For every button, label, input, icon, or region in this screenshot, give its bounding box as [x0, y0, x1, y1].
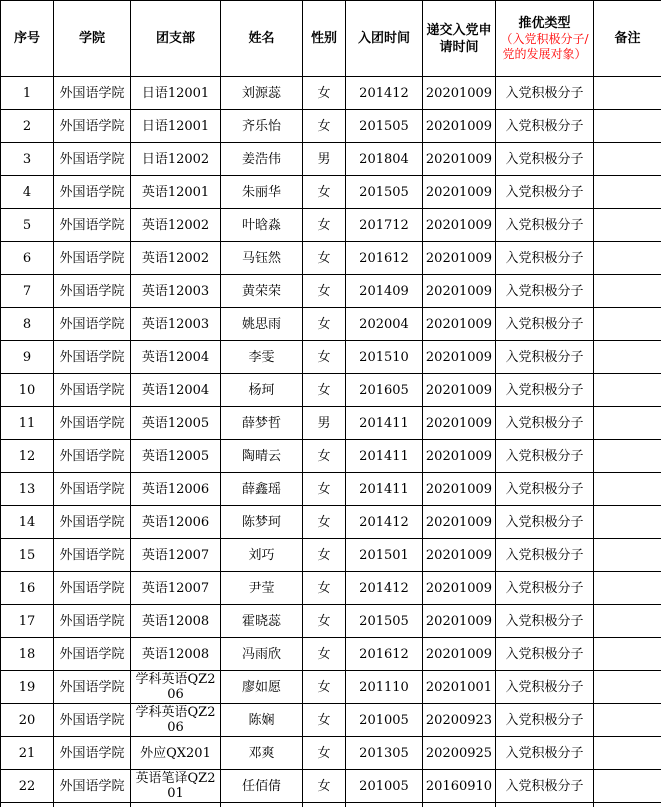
partial-row	[1, 803, 661, 807]
cell-remark	[594, 341, 661, 374]
cell-gender: 女	[303, 770, 346, 803]
cell-branch: 外应QX201	[131, 737, 221, 770]
cell-type: 入党积极分子	[496, 209, 594, 242]
cell-type: 入党积极分子	[496, 407, 594, 440]
cell-no: 17	[1, 605, 54, 638]
cell-gender: 女	[303, 275, 346, 308]
cell-empty	[1, 803, 54, 807]
table-row	[1, 176, 661, 209]
cell-name: 陈娴	[221, 704, 303, 737]
column-label: 递交入党申请时间	[426, 22, 492, 55]
column-header-gender	[303, 1, 346, 77]
cell-name: 马钰然	[221, 242, 303, 275]
cell-gender: 女	[303, 605, 346, 638]
cell-join_time: 201412	[346, 506, 423, 539]
cell-apply_time: 20201009	[423, 539, 496, 572]
cell-join_time: 201505	[346, 176, 423, 209]
cell-college: 外国语学院	[54, 341, 131, 374]
cell-join_time: 201505	[346, 110, 423, 143]
cell-remark	[594, 572, 661, 605]
cell-no: 9	[1, 341, 54, 374]
cell-apply_time: 20201009	[423, 407, 496, 440]
cell-type: 入党积极分子	[496, 275, 594, 308]
cell-apply_time: 20201009	[423, 176, 496, 209]
cell-type: 入党积极分子	[496, 341, 594, 374]
column-header-branch	[131, 1, 221, 77]
cell-empty	[131, 803, 221, 807]
cell-remark	[594, 77, 661, 110]
cell-no: 4	[1, 176, 54, 209]
cell-college: 外国语学院	[54, 572, 131, 605]
column-header-no	[1, 1, 54, 77]
cell-type: 入党积极分子	[496, 308, 594, 341]
cell-gender: 女	[303, 671, 346, 704]
cell-apply_time: 20201009	[423, 638, 496, 671]
cell-college: 外国语学院	[54, 209, 131, 242]
cell-remark	[594, 209, 661, 242]
table-row	[1, 374, 661, 407]
cell-type: 入党积极分子	[496, 506, 594, 539]
cell-remark	[594, 275, 661, 308]
table-row	[1, 506, 661, 539]
cell-apply_time: 20201009	[423, 242, 496, 275]
cell-join_time: 201712	[346, 209, 423, 242]
cell-no: 10	[1, 374, 54, 407]
cell-no: 22	[1, 770, 54, 803]
cell-remark	[594, 473, 661, 506]
cell-no: 19	[1, 671, 54, 704]
cell-no: 20	[1, 704, 54, 737]
cell-remark	[594, 605, 661, 638]
cell-join_time: 201005	[346, 770, 423, 803]
cell-branch: 英语12005	[131, 407, 221, 440]
cell-remark	[594, 374, 661, 407]
cell-branch: 英语12006	[131, 473, 221, 506]
cell-apply_time: 20201009	[423, 473, 496, 506]
cell-remark	[594, 506, 661, 539]
cell-type: 入党积极分子	[496, 77, 594, 110]
cell-type: 入党积极分子	[496, 572, 594, 605]
cell-empty	[346, 803, 423, 807]
cell-gender: 男	[303, 143, 346, 176]
cell-branch: 日语12001	[131, 77, 221, 110]
cell-remark	[594, 110, 661, 143]
cell-name: 邓爽	[221, 737, 303, 770]
cell-join_time: 201411	[346, 407, 423, 440]
cell-apply_time: 20200923	[423, 704, 496, 737]
cell-join_time: 201501	[346, 539, 423, 572]
column-label: 入团时间	[357, 31, 410, 46]
cell-branch: 学科英语QZ206	[131, 704, 221, 737]
cell-no: 18	[1, 638, 54, 671]
cell-remark	[594, 671, 661, 704]
cell-apply_time: 20201009	[423, 506, 496, 539]
cell-type: 入党积极分子	[496, 473, 594, 506]
cell-join_time: 201505	[346, 605, 423, 638]
cell-gender: 女	[303, 209, 346, 242]
table-row	[1, 209, 661, 242]
cell-remark	[594, 704, 661, 737]
table-row	[1, 638, 661, 671]
cell-no: 5	[1, 209, 54, 242]
cell-apply_time: 20201009	[423, 110, 496, 143]
cell-no: 6	[1, 242, 54, 275]
cell-no: 7	[1, 275, 54, 308]
column-label: 备注	[614, 31, 641, 46]
cell-college: 外国语学院	[54, 704, 131, 737]
cell-no: 12	[1, 440, 54, 473]
cell-type: 入党积极分子	[496, 539, 594, 572]
cell-join_time: 201612	[346, 242, 423, 275]
cell-no: 16	[1, 572, 54, 605]
cell-remark	[594, 242, 661, 275]
cell-remark	[594, 176, 661, 209]
cell-name: 姜浩伟	[221, 143, 303, 176]
cell-college: 外国语学院	[54, 671, 131, 704]
cell-remark	[594, 440, 661, 473]
column-label: 团支部	[155, 31, 195, 46]
cell-name: 黄荣荣	[221, 275, 303, 308]
column-header-remark	[594, 1, 661, 77]
cell-branch: 英语12007	[131, 572, 221, 605]
cell-empty	[423, 803, 496, 807]
cell-college: 外国语学院	[54, 506, 131, 539]
table-row	[1, 110, 661, 143]
cell-no: 11	[1, 407, 54, 440]
cell-gender: 女	[303, 572, 346, 605]
cell-branch: 英语12007	[131, 539, 221, 572]
cell-branch: 英语笔译QZ201	[131, 770, 221, 803]
cell-remark	[594, 737, 661, 770]
cell-join_time: 201804	[346, 143, 423, 176]
cell-empty	[303, 803, 346, 807]
cell-college: 外国语学院	[54, 110, 131, 143]
cell-gender: 女	[303, 473, 346, 506]
table-row	[1, 572, 661, 605]
table-row	[1, 341, 661, 374]
cell-type: 入党积极分子	[496, 374, 594, 407]
cell-gender: 女	[303, 308, 346, 341]
cell-college: 外国语学院	[54, 638, 131, 671]
cell-apply_time: 20201009	[423, 209, 496, 242]
cell-no: 1	[1, 77, 54, 110]
column-header-apply_time	[423, 1, 496, 77]
cell-empty	[496, 803, 594, 807]
table-row	[1, 440, 661, 473]
cell-gender: 女	[303, 374, 346, 407]
cell-gender: 女	[303, 737, 346, 770]
cell-branch: 英语12003	[131, 275, 221, 308]
cell-type: 入党积极分子	[496, 737, 594, 770]
cell-join_time: 202004	[346, 308, 423, 341]
column-label: 姓名	[248, 31, 275, 46]
table-row	[1, 77, 661, 110]
cell-branch: 英语12008	[131, 638, 221, 671]
cell-apply_time: 20200925	[423, 737, 496, 770]
cell-remark	[594, 308, 661, 341]
cell-join_time: 201612	[346, 638, 423, 671]
cell-name: 朱丽华	[221, 176, 303, 209]
cell-remark	[594, 638, 661, 671]
cell-college: 外国语学院	[54, 737, 131, 770]
cell-gender: 女	[303, 506, 346, 539]
cell-gender: 女	[303, 242, 346, 275]
table-row	[1, 605, 661, 638]
table-row	[1, 770, 661, 803]
cell-gender: 女	[303, 341, 346, 374]
cell-gender: 女	[303, 539, 346, 572]
header-row	[1, 1, 661, 77]
cell-apply_time: 20201009	[423, 341, 496, 374]
cell-apply_time: 20201009	[423, 572, 496, 605]
cell-name: 陈梦珂	[221, 506, 303, 539]
cell-type: 入党积极分子	[496, 176, 594, 209]
cell-name: 陶晴云	[221, 440, 303, 473]
cell-type: 入党积极分子	[496, 638, 594, 671]
table-row	[1, 275, 661, 308]
cell-no: 15	[1, 539, 54, 572]
cell-name: 薛梦哲	[221, 407, 303, 440]
cell-name: 霍晓蕊	[221, 605, 303, 638]
cell-apply_time: 20201009	[423, 440, 496, 473]
cell-remark	[594, 143, 661, 176]
cell-join_time: 201409	[346, 275, 423, 308]
cell-name: 任佰倩	[221, 770, 303, 803]
column-label: 推优类型	[518, 16, 571, 31]
cell-college: 外国语学院	[54, 770, 131, 803]
cell-college: 外国语学院	[54, 242, 131, 275]
cell-apply_time: 20201009	[423, 143, 496, 176]
cell-join_time: 201510	[346, 341, 423, 374]
column-label: 序号	[13, 31, 40, 46]
cell-type: 入党积极分子	[496, 143, 594, 176]
cell-college: 外国语学院	[54, 275, 131, 308]
cell-college: 外国语学院	[54, 440, 131, 473]
cell-remark	[594, 539, 661, 572]
cell-type: 入党积极分子	[496, 242, 594, 275]
cell-gender: 男	[303, 407, 346, 440]
table-row	[1, 407, 661, 440]
cell-college: 外国语学院	[54, 176, 131, 209]
cell-name: 刘巧	[221, 539, 303, 572]
cell-branch: 英语12001	[131, 176, 221, 209]
cell-apply_time: 20201001	[423, 671, 496, 704]
cell-remark	[594, 770, 661, 803]
cell-no: 2	[1, 110, 54, 143]
cell-college: 外国语学院	[54, 308, 131, 341]
column-header-college	[54, 1, 131, 77]
cell-college: 外国语学院	[54, 77, 131, 110]
table-row	[1, 473, 661, 506]
cell-college: 外国语学院	[54, 605, 131, 638]
cell-apply_time: 20201009	[423, 77, 496, 110]
column-header-name	[221, 1, 303, 77]
cell-apply_time: 20201009	[423, 308, 496, 341]
cell-no: 21	[1, 737, 54, 770]
cell-gender: 女	[303, 176, 346, 209]
cell-join_time: 201411	[346, 440, 423, 473]
cell-branch: 英语12004	[131, 374, 221, 407]
cell-college: 外国语学院	[54, 143, 131, 176]
cell-apply_time: 20160910	[423, 770, 496, 803]
cell-college: 外国语学院	[54, 473, 131, 506]
table-row	[1, 143, 661, 176]
cell-branch: 日语12001	[131, 110, 221, 143]
column-label: 学院	[78, 31, 105, 46]
cell-type: 入党积极分子	[496, 671, 594, 704]
cell-empty	[54, 803, 131, 807]
cell-name: 尹莹	[221, 572, 303, 605]
cell-no: 13	[1, 473, 54, 506]
cell-gender: 女	[303, 77, 346, 110]
cell-no: 14	[1, 506, 54, 539]
cell-gender: 女	[303, 110, 346, 143]
cell-apply_time: 20201009	[423, 275, 496, 308]
cell-join_time: 201412	[346, 572, 423, 605]
cell-no: 3	[1, 143, 54, 176]
table-row	[1, 242, 661, 275]
cell-name: 姚思雨	[221, 308, 303, 341]
cell-name: 叶晗淼	[221, 209, 303, 242]
cell-empty	[594, 803, 661, 807]
table-row	[1, 671, 661, 704]
cell-empty	[221, 803, 303, 807]
cell-branch: 英语12008	[131, 605, 221, 638]
cell-type: 入党积极分子	[496, 440, 594, 473]
cell-name: 李雯	[221, 341, 303, 374]
cell-name: 齐乐怡	[221, 110, 303, 143]
cell-branch: 英语12005	[131, 440, 221, 473]
cell-type: 入党积极分子	[496, 110, 594, 143]
cell-gender: 女	[303, 704, 346, 737]
column-header-type	[496, 1, 594, 77]
table-row	[1, 539, 661, 572]
table-row	[1, 737, 661, 770]
cell-name: 刘源蕊	[221, 77, 303, 110]
cell-join_time: 201605	[346, 374, 423, 407]
cell-gender: 女	[303, 440, 346, 473]
cell-branch: 英语12003	[131, 308, 221, 341]
cell-no: 8	[1, 308, 54, 341]
cell-branch: 学科英语QZ206	[131, 671, 221, 704]
cell-branch: 英语12002	[131, 242, 221, 275]
cell-join_time: 201411	[346, 473, 423, 506]
cell-type: 入党积极分子	[496, 605, 594, 638]
cell-apply_time: 20201009	[423, 374, 496, 407]
cell-apply_time: 20201009	[423, 605, 496, 638]
cell-name: 冯雨欣	[221, 638, 303, 671]
cell-branch: 英语12004	[131, 341, 221, 374]
cell-join_time: 201412	[346, 77, 423, 110]
cell-type: 入党积极分子	[496, 770, 594, 803]
cell-branch: 英语12006	[131, 506, 221, 539]
table-row	[1, 704, 661, 737]
cell-college: 外国语学院	[54, 407, 131, 440]
cell-remark	[594, 407, 661, 440]
column-sublabel: （入党积极分子/党的发展对象）	[500, 32, 589, 61]
cell-join_time: 201110	[346, 671, 423, 704]
cell-name: 薛鑫瑶	[221, 473, 303, 506]
column-header-join_time	[346, 1, 423, 77]
cell-college: 外国语学院	[54, 539, 131, 572]
cell-branch: 日语12002	[131, 143, 221, 176]
cell-join_time: 201305	[346, 737, 423, 770]
cell-name: 廖如愿	[221, 671, 303, 704]
cell-branch: 英语12002	[131, 209, 221, 242]
cell-name: 杨珂	[221, 374, 303, 407]
column-label: 性别	[310, 31, 337, 46]
table-row	[1, 308, 661, 341]
cell-type: 入党积极分子	[496, 704, 594, 737]
cell-join_time: 201005	[346, 704, 423, 737]
cell-gender: 女	[303, 638, 346, 671]
cell-college: 外国语学院	[54, 374, 131, 407]
